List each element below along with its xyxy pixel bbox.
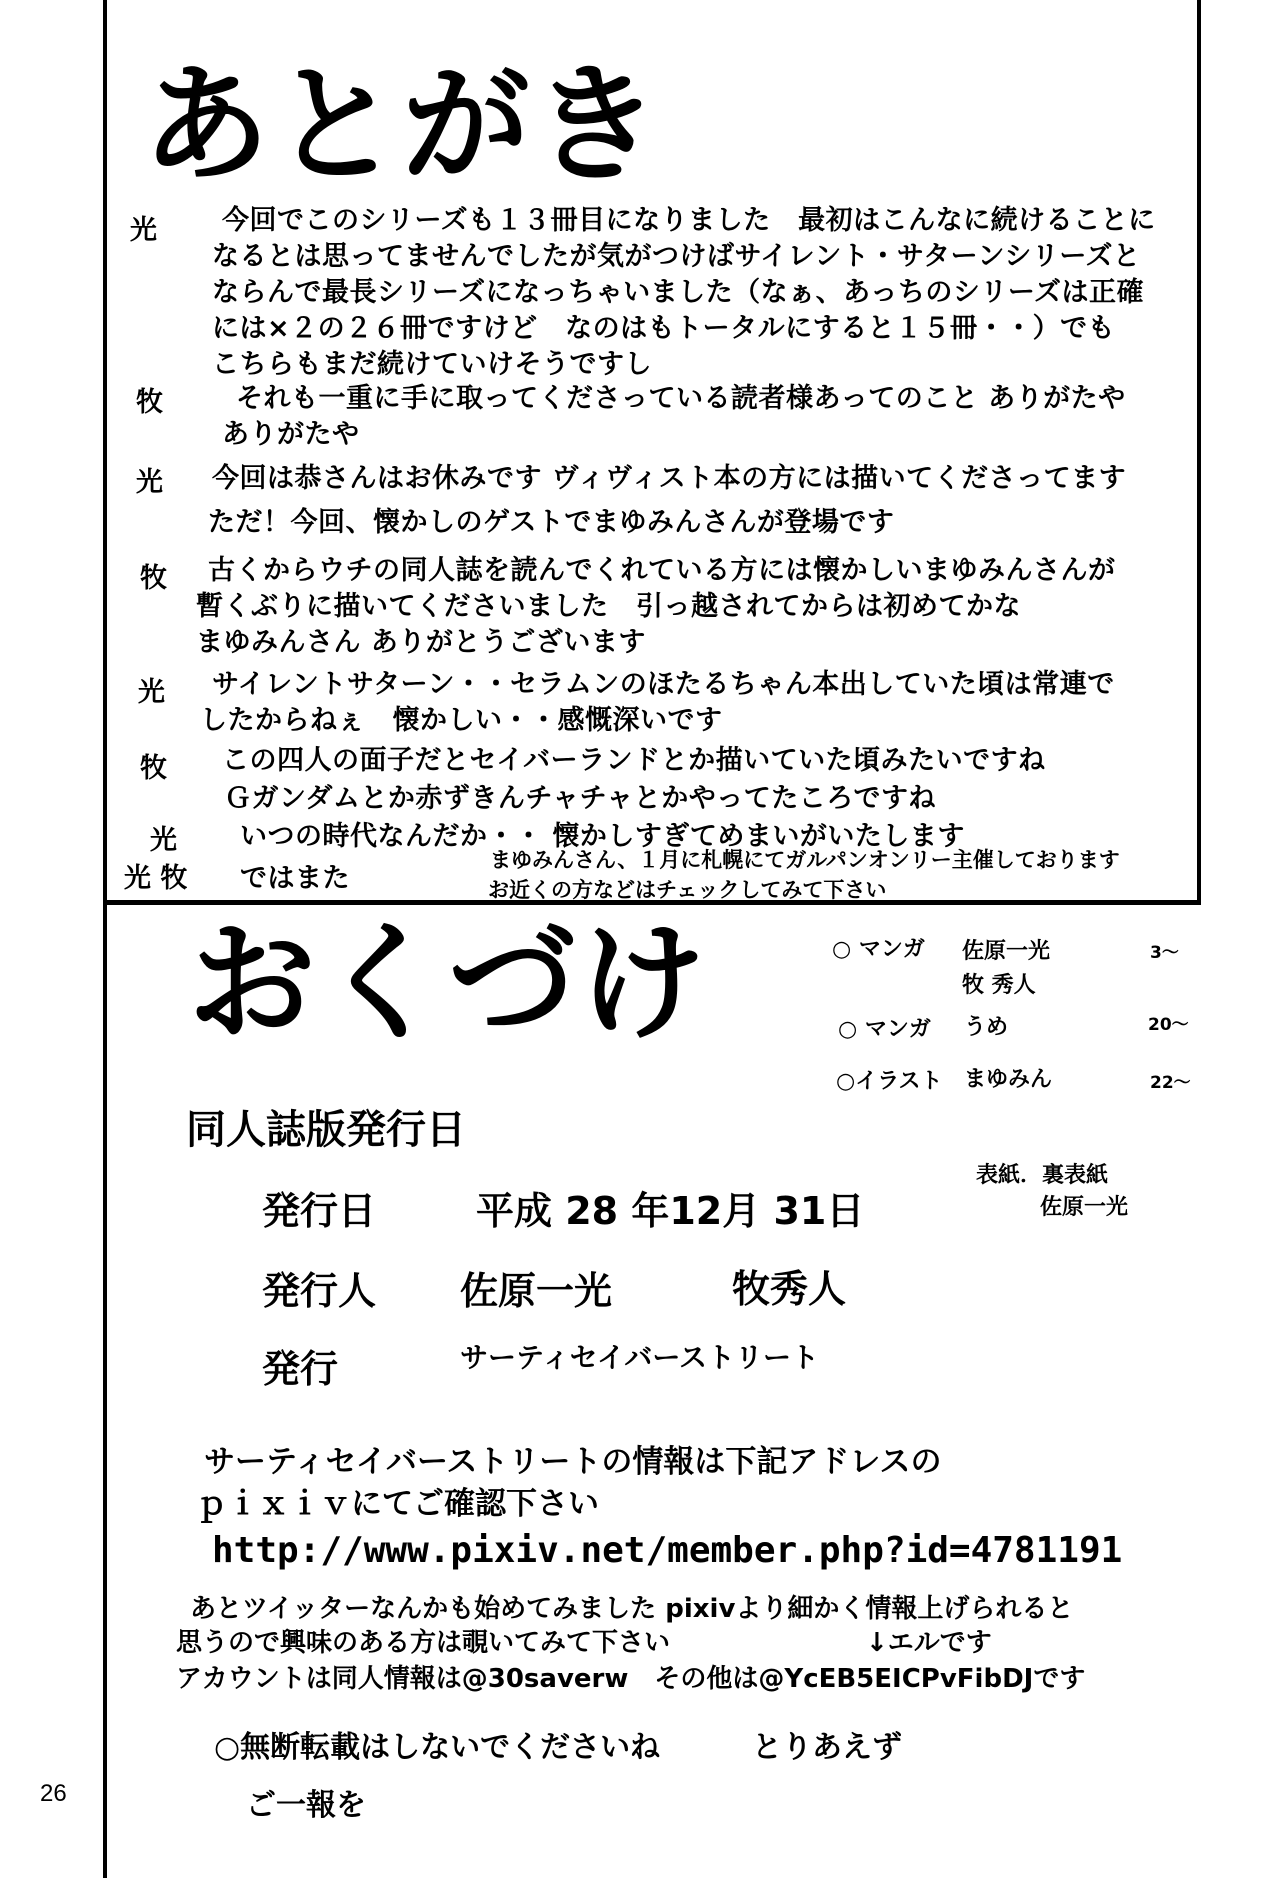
dialogue-line: 暫くぶりに描いてくださいました 引っ越されてからは初めてかな bbox=[196, 591, 1021, 622]
credit-name: 佐原一光 bbox=[962, 939, 1051, 964]
dialogue-line: こちらもまだ続けていけそうですし bbox=[212, 349, 652, 380]
speaker-label: 光 bbox=[136, 467, 163, 498]
speaker-label: 光 bbox=[130, 215, 157, 246]
credit-name: うめ bbox=[964, 1015, 1009, 1040]
publisher-label: 発行 bbox=[262, 1347, 339, 1391]
afterword-title: あとがき bbox=[142, 51, 663, 200]
dialogue-line: ただ！今回、懐かしのゲストでまゆみんさんが登場です bbox=[208, 507, 895, 538]
dialogue-line: には×２の２６冊ですけど なのはもトータルにすると１５冊・・）でも bbox=[212, 313, 1116, 344]
frame-left-border bbox=[103, 0, 107, 1878]
dialogue-line: なるとは思ってませんでしたが気がつけばサイレント・サターンシリーズと bbox=[212, 241, 1141, 272]
credit-name: まゆみん bbox=[964, 1067, 1053, 1092]
cover-credit-name: 佐原一光 bbox=[1040, 1195, 1129, 1220]
info-line: ｐｉｘｉｖにてご確認下さい bbox=[196, 1486, 599, 1522]
credit-page: 3～ bbox=[1150, 943, 1179, 963]
publisher-person-1: 佐原一光 bbox=[460, 1269, 613, 1313]
credit-label: ○ マンガ bbox=[832, 937, 925, 962]
issue-date-value: 平成 28 年12月 31日 bbox=[476, 1189, 865, 1233]
issue-date-label: 発行日 bbox=[262, 1189, 377, 1233]
dialogue-line: したからねぇ 懐かしい・・感慨深いです bbox=[200, 705, 723, 736]
warning-line: ご一報を bbox=[246, 1788, 366, 1823]
colophon-title: おくづけ bbox=[188, 909, 709, 1058]
speaker-label: 牧 bbox=[140, 753, 167, 784]
publisher-person-2: 牧秀人 bbox=[732, 1267, 847, 1311]
frame-right-border bbox=[1197, 0, 1201, 904]
twitter-line: 思うので興味のある方は覗いてみて下さい bbox=[176, 1628, 671, 1658]
dialogue-line: いつの時代なんだか・・ 懐かしすぎてめまいがいたします bbox=[240, 821, 965, 852]
dialogue-line: まゆみんさん ありがとうございます bbox=[196, 627, 646, 658]
dialogue-line: それも一重に手に取ってくださっている読者様あってのこと ありがたや bbox=[236, 383, 1126, 414]
dialogue-line: Ｇガンダムとか赤ずきんチャチャとかやってたころですね bbox=[224, 783, 937, 814]
dialogue-line: ありがたや bbox=[222, 419, 360, 450]
speaker-label: 光 bbox=[138, 677, 165, 708]
doujin-heading: 同人誌版発行日 bbox=[186, 1107, 466, 1153]
publisher-person-label: 発行人 bbox=[262, 1269, 377, 1313]
dialogue-line: ではまた bbox=[240, 863, 350, 894]
warning-line: ○無断転載はしないでくださいね bbox=[214, 1730, 661, 1765]
side-note-line: まゆみんさん、１月に札幌にてガルパンオンリー主催しております bbox=[490, 848, 1120, 872]
credit-label: ○ マンガ bbox=[838, 1017, 931, 1042]
speaker-label: 光 bbox=[150, 825, 177, 856]
dialogue-line: 今回は恭さんはお休みです ヴィヴィスト本の方には描いてくださってます bbox=[212, 463, 1127, 494]
dialogue-line: この四人の面子だとセイバーランドとか描いていた頃みたいですね bbox=[222, 745, 1046, 776]
twitter-line: あとツイッターなんかも始めてみました pixivより細かく情報上げられると bbox=[190, 1594, 1074, 1624]
twitter-arrow-note: ↓エルです bbox=[866, 1628, 992, 1658]
cover-credit-label: 表紙．裏表紙 bbox=[976, 1163, 1109, 1188]
side-note-line: お近くの方などはチェックしてみて下さい bbox=[488, 878, 887, 902]
dialogue-line: 今回でこのシリーズも１３冊目になりました 最初はこんなに続けることに bbox=[222, 205, 1156, 236]
twitter-line: アカウントは同人情報は@30saverw その他は@YcEB5EICPvFibDJです bbox=[176, 1664, 1086, 1694]
dialogue-line: 古くからウチの同人誌を読んでくれている方には懐かしいまゆみんさんが bbox=[208, 555, 1116, 586]
credit-page: 20～ bbox=[1148, 1015, 1189, 1035]
pixiv-link[interactable]: http://www.pixiv.net/member.php?id=4781191 bbox=[212, 1530, 1123, 1571]
dialogue-line: ならんで最長シリーズになっちゃいました（なぁ、あっちのシリーズは正確 bbox=[212, 277, 1145, 308]
credit-label: ○イラスト bbox=[836, 1069, 943, 1094]
speaker-label: 牧 bbox=[140, 563, 167, 594]
speaker-label: 光 牧 bbox=[124, 863, 188, 894]
credit-name: 牧 秀人 bbox=[962, 973, 1036, 998]
warning-line: とりあえず bbox=[752, 1730, 902, 1765]
publisher-value: サーティセイバーストリート bbox=[460, 1341, 819, 1374]
credit-page: 22～ bbox=[1150, 1073, 1191, 1093]
info-line: サーティセイバーストリートの情報は下記アドレスの bbox=[204, 1444, 942, 1480]
page-number: 26 bbox=[40, 1780, 67, 1807]
dialogue-line: サイレントサターン・・セラムンのほたるちゃん本出していた頃は常連で bbox=[212, 669, 1115, 700]
speaker-label: 牧 bbox=[136, 387, 163, 418]
